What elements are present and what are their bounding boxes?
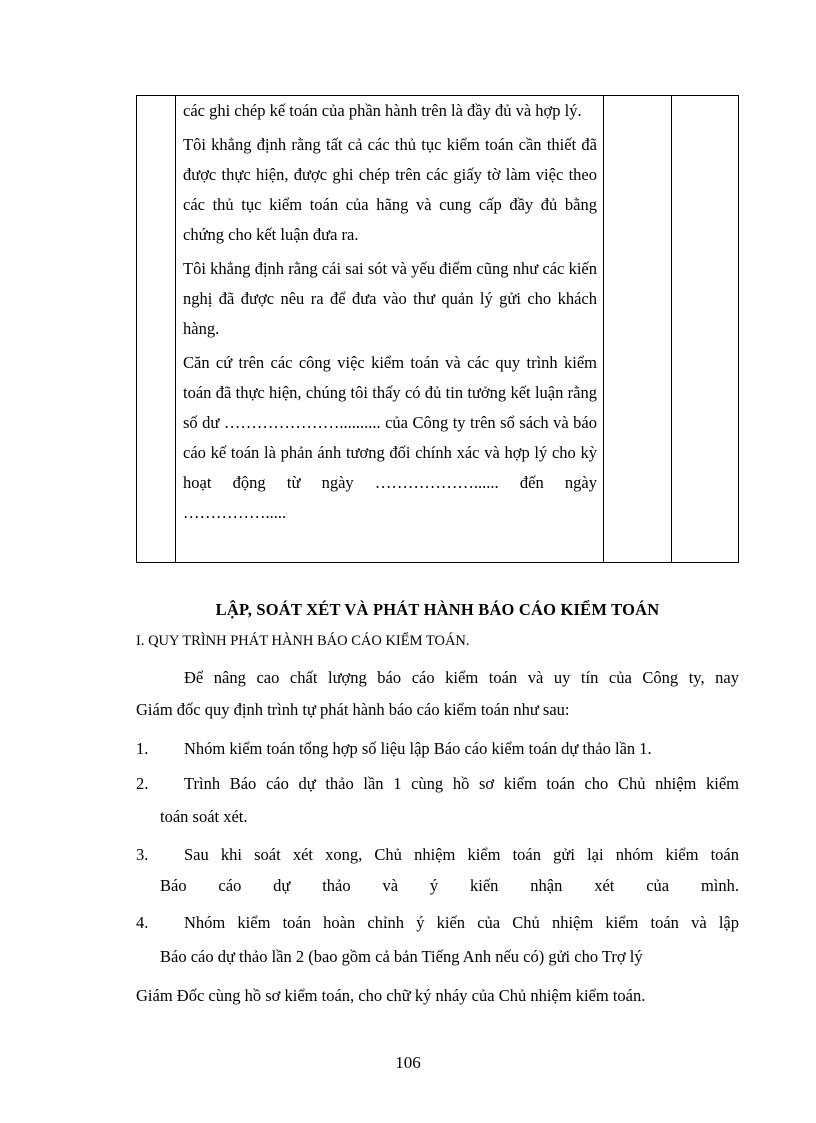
table-cell-content xyxy=(183,96,597,532)
intro-line: Để nâng cao chất lượng báo cáo kiểm toán và uy tín của Công ty, nay xyxy=(184,668,739,687)
list-number: 1. xyxy=(136,739,149,758)
page-number: 106 xyxy=(395,1053,421,1072)
list-text: Nhóm kiểm toán tổng hợp số liệu lập Báo cáo kiểm toán dự thảo lần 1. xyxy=(184,739,652,758)
list-text: Báo cáo dự thảo lần 2 (bao gồm cả bản Tiếng Anh nếu có) gửi cho Trợ lý xyxy=(160,947,643,966)
table-column-divider xyxy=(175,96,176,562)
table-column-divider xyxy=(671,96,672,562)
section-subtitle: I. QUY TRÌNH PHÁT HÀNH BÁO CÁO KIỂM TOÁN. xyxy=(136,633,470,649)
list-text: Báo cáo dự thảo và ý kiến nhận xét của mình. xyxy=(160,876,739,895)
list-number: 2. xyxy=(136,774,149,793)
audit-table xyxy=(136,95,739,563)
list-item xyxy=(136,768,739,834)
intro-line: Giám đốc quy định trình tự phát hành báo cáo kiểm toán như sau: xyxy=(136,700,570,719)
list-text: Trình Báo cáo dự thảo lần 1 cùng hồ sơ kiểm toán cho Chủ nhiệm kiểm xyxy=(184,774,739,793)
table-paragraph: các ghi chép kế toán của phần hành trên là đầy đủ và hợp lý. xyxy=(183,101,582,120)
list-item xyxy=(136,907,739,1007)
list-number: 4. xyxy=(136,913,149,932)
list-item xyxy=(136,733,739,765)
list-text: Sau khi soát xét xong, Chủ nhiệm kiểm toán gửi lại nhóm kiểm toán xyxy=(184,845,739,864)
list-text: toán soát xét. xyxy=(160,807,248,826)
table-paragraph: Căn cứ trên các công việc kiểm toán và các quy trình kiểm toán đã thực hiện, chúng tôi thấy có đủ tin tưởng kết luận rằng số dư ………………….......... của Công ty trên sổ sách và báo cáo kế toán là phản ánh tương đối chính xác và hợp lý cho kỳ hoạt động từ ngày ………………...... đến ngày ……………..... xyxy=(183,353,597,522)
section-title: LẬP, SOÁT XÉT VÀ PHÁT HÀNH BÁO CÁO KIỂM TOÁN xyxy=(215,600,660,619)
table-paragraph: Tôi khẳng định rằng cái sai sót và yếu điểm cũng như các kiến nghị đã được nêu ra để đưa vào thư quản lý gửi cho khách hàng. xyxy=(183,259,597,338)
list-text: Giám Đốc cùng hồ sơ kiểm toán, cho chữ ký nháy của Chủ nhiệm kiểm toán. xyxy=(136,986,646,1005)
list-item xyxy=(136,839,739,905)
table-paragraph: Tôi khẳng định rằng tất cả các thủ tục kiểm toán cần thiết đã được thực hiện, được ghi chép trên các giấy tờ làm việc theo các thủ tục kiểm toán của hãng và cung cấp đầy đủ bằng chứng cho kết luận đưa ra. xyxy=(183,135,597,244)
list-text: Nhóm kiểm toán hoàn chỉnh ý kiến của Chủ nhiệm kiểm toán và lập xyxy=(184,913,739,932)
list-number: 3. xyxy=(136,845,149,864)
table-column-divider xyxy=(603,96,604,562)
